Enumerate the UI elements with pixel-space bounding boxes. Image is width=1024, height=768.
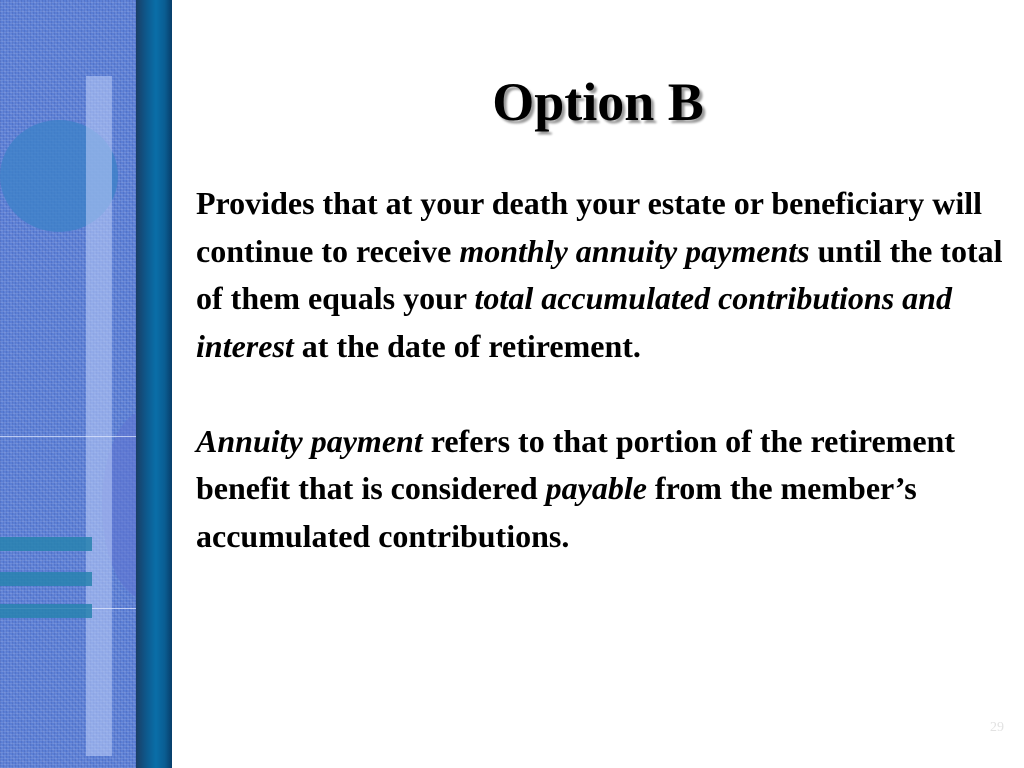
text-run: until the total of them equals your [196, 232, 1003, 316]
text-run: from the member’s accumulated contributions. [196, 470, 917, 554]
italic-emphasis: Annuity payment [196, 422, 423, 459]
decorative-stripe [0, 537, 92, 551]
slide-title: Option B [492, 72, 704, 132]
italic-emphasis: payable [545, 470, 647, 506]
decorative-sidebar [0, 0, 136, 768]
decorative-vertical-bar [86, 76, 112, 756]
decorative-stripe [0, 604, 92, 618]
paragraph-annuity-definition [196, 418, 1018, 561]
text-run: Provides that at your death your estate or beneficiary will continue to receive [196, 185, 982, 269]
text-run: refers to that portion of the retirement benefit that is considered [196, 422, 955, 506]
slide-body [196, 180, 1018, 560]
italic-emphasis: monthly annuity payments [459, 232, 810, 269]
decorative-stripe [0, 572, 92, 586]
decorative-line [0, 436, 136, 437]
paragraph-option-b-description [196, 180, 1018, 370]
text-run: at the date of retirement. [293, 327, 641, 364]
decorative-divider-bar [136, 0, 172, 768]
slide-number: 29 [990, 720, 1004, 735]
italic-emphasis: total accumulated contributions and interest [196, 280, 952, 364]
